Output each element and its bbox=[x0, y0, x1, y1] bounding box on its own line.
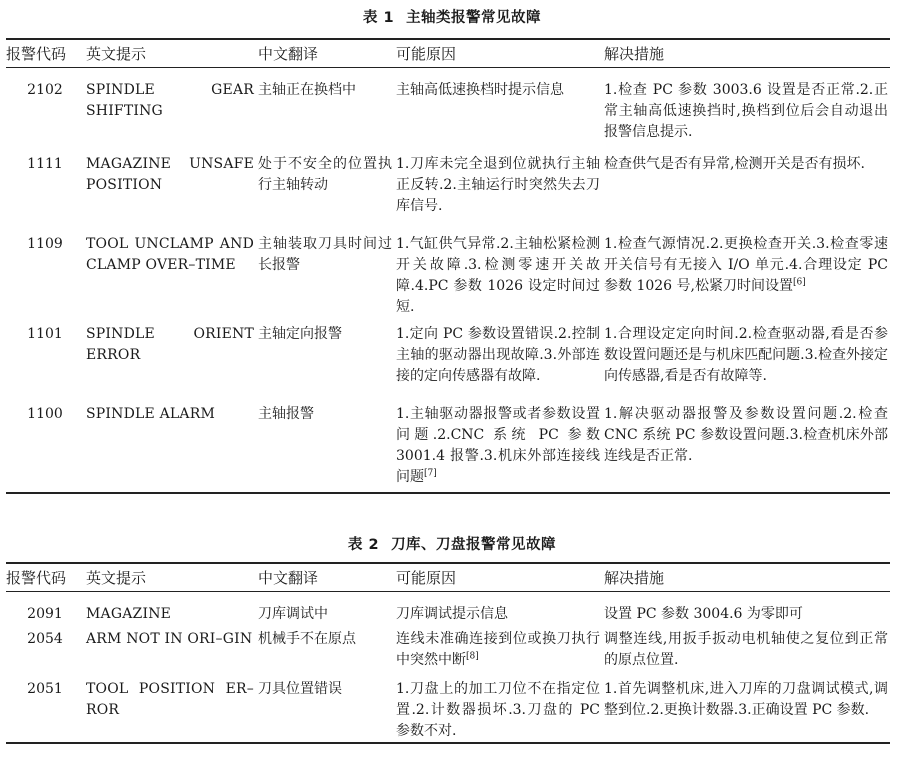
possible-cause bbox=[394, 625, 602, 675]
tool-magazine-alarm-table bbox=[6, 562, 890, 744]
solution-text: 1.合理设定定向时间.2.检查驱动器,看是否参数设置问题还是与机床匹配问题.3.检查外接定向传感器,看是否有故障等. bbox=[604, 326, 888, 384]
solution bbox=[602, 592, 890, 626]
cause-text: 主轴高低速换档时提示信息 bbox=[396, 82, 564, 98]
cause-text: 1.刀库未完全退到位就执行主轴正反转.2.主轴运行时突然失去刀库信号. bbox=[396, 156, 600, 214]
solution bbox=[602, 318, 890, 398]
chinese-translation: 机械手不在原点 bbox=[258, 631, 356, 647]
chinese-translation: 处于不安全的位置执行主轴转动 bbox=[258, 156, 392, 193]
possible-cause bbox=[394, 398, 602, 493]
header-solution: 解决措施 bbox=[602, 563, 890, 592]
table-row bbox=[6, 625, 890, 675]
cause-text: 1.定向 PC 参数设置错误.2.控制主轴的驱动器出现故障.3.外部连接的定向传感器有故障. bbox=[396, 326, 600, 384]
cause-text: 连线未准确连接到位或换刀执行中突然中断 bbox=[396, 631, 600, 668]
solution bbox=[602, 398, 890, 493]
possible-cause bbox=[394, 675, 602, 743]
header-alarm-code: 报警代码 bbox=[6, 563, 84, 592]
alarm-code: 2091 bbox=[27, 606, 63, 622]
table1-caption bbox=[0, 6, 904, 27]
english-message: TOOL UNCLAMP AND CLAMP OVER–TIME bbox=[86, 236, 254, 273]
chinese-translation: 主轴定向报警 bbox=[258, 326, 342, 342]
table-row bbox=[6, 148, 890, 228]
table-row bbox=[6, 398, 890, 493]
alarm-code: 2051 bbox=[27, 681, 63, 697]
solution bbox=[602, 228, 890, 318]
possible-cause bbox=[394, 228, 602, 318]
header-chinese: 中文翻译 bbox=[256, 39, 394, 68]
citation-ref: [6] bbox=[792, 277, 806, 288]
solution-text: 1.检查 PC 参数 3003.6 设置是否正常.2.正常主轴高低速换挡时,换档到位后会自动退出报警信息提示. bbox=[604, 82, 888, 140]
solution-text: 设置 PC 参数 3004.6 为零即可 bbox=[604, 606, 803, 622]
header-solution: 解决措施 bbox=[602, 39, 890, 68]
english-message: SPINDLE GEAR SHIFTING bbox=[86, 82, 254, 119]
chinese-translation: 刀库调试中 bbox=[258, 606, 328, 622]
solution bbox=[602, 68, 890, 149]
alarm-code: 1111 bbox=[27, 156, 63, 172]
table-row bbox=[6, 675, 890, 743]
table2-caption-title: 刀库、刀盘报警常见故障 bbox=[391, 537, 557, 553]
solution-text: 1.检查气源情况.2.更换检查开关.3.检查零速开关信号有无接入 I/O 单元.4.合理设定 PC 参数 1026 号,松紧刀时间设置 bbox=[604, 236, 888, 294]
english-message: TOOL POSITION ER–ROR bbox=[86, 681, 254, 718]
chinese-translation: 主轴报警 bbox=[258, 406, 314, 422]
table1-caption-title: 主轴类报警常见故障 bbox=[406, 10, 542, 26]
solution-text: 检查供气是否有异常,检测开关是否有损坏. bbox=[604, 156, 865, 172]
header-alarm-code: 报警代码 bbox=[6, 39, 84, 68]
solution bbox=[602, 675, 890, 743]
citation-ref: [7] bbox=[424, 468, 437, 479]
table-row bbox=[6, 68, 890, 149]
english-message: MAGAZINE UNSAFE POSITION bbox=[86, 156, 254, 193]
alarm-code: 1109 bbox=[27, 236, 63, 252]
english-message: ARM NOT IN ORI–GIN bbox=[86, 631, 253, 647]
header-chinese: 中文翻译 bbox=[256, 563, 394, 592]
header-english: 英文提示 bbox=[84, 563, 256, 592]
chinese-translation: 主轴装取刀具时间过长报警 bbox=[258, 236, 392, 273]
table-row bbox=[6, 228, 890, 318]
citation-ref: [8] bbox=[466, 651, 479, 662]
table-row bbox=[6, 318, 890, 398]
solution-text: 1.首先调整机床,进入刀库的刀盘调试模式,调整到位.2.更换计数器.3.正确设置 PC 参数. bbox=[604, 681, 888, 718]
cause-text: 1.主轴驱动器报警或者参数设置问题.2.CNC 系统 PC 参数 3001.4 报警.3.机床外部连接线问题 bbox=[396, 406, 600, 485]
table-row bbox=[6, 592, 890, 626]
table1-caption-number: 表 1 bbox=[362, 10, 395, 26]
english-message: SPINDLE ORIENT ERROR bbox=[86, 326, 254, 363]
header-cause: 可能原因 bbox=[394, 563, 602, 592]
table2-caption-number: 表 2 bbox=[347, 537, 380, 553]
possible-cause bbox=[394, 148, 602, 228]
cause-text: 1.刀盘上的加工刀位不在指定位置.2.计数器损坏.3.刀盘的 PC 参数不对. bbox=[396, 681, 600, 739]
alarm-code: 1101 bbox=[27, 326, 63, 342]
table2-caption bbox=[0, 533, 904, 554]
solution bbox=[602, 625, 890, 675]
english-message: SPINDLE ALARM bbox=[86, 406, 215, 422]
header-english: 英文提示 bbox=[84, 39, 256, 68]
solution-text: 调整连线,用扳手扳动电机轴使之复位到正常的原点位置. bbox=[604, 631, 888, 668]
possible-cause bbox=[394, 68, 602, 149]
chinese-translation: 刀具位置错误 bbox=[258, 681, 342, 697]
alarm-code: 1100 bbox=[27, 406, 63, 422]
cause-text: 刀库调试提示信息 bbox=[396, 606, 508, 622]
table-header-row bbox=[6, 39, 890, 68]
alarm-code: 2102 bbox=[27, 82, 63, 98]
english-message: MAGAZINE bbox=[86, 606, 172, 622]
spindle-alarm-table bbox=[6, 38, 890, 494]
solution-text: 1.解决驱动器报警及参数设置问题.2.检查 CNC 系统 PC 参数设置问题.3.检查机床外部连线是否正常. bbox=[604, 406, 888, 464]
solution bbox=[602, 148, 890, 228]
possible-cause bbox=[394, 318, 602, 398]
alarm-code: 2054 bbox=[27, 631, 63, 647]
header-cause: 可能原因 bbox=[394, 39, 602, 68]
possible-cause bbox=[394, 592, 602, 626]
cause-text: 1.气缸供气异常.2.主轴松紧检测开关故障.3.检测零速开关故障.4.PC 参数 1026 设定时间过短. bbox=[396, 236, 600, 315]
chinese-translation: 主轴正在换档中 bbox=[258, 82, 356, 98]
table-header-row bbox=[6, 563, 890, 592]
